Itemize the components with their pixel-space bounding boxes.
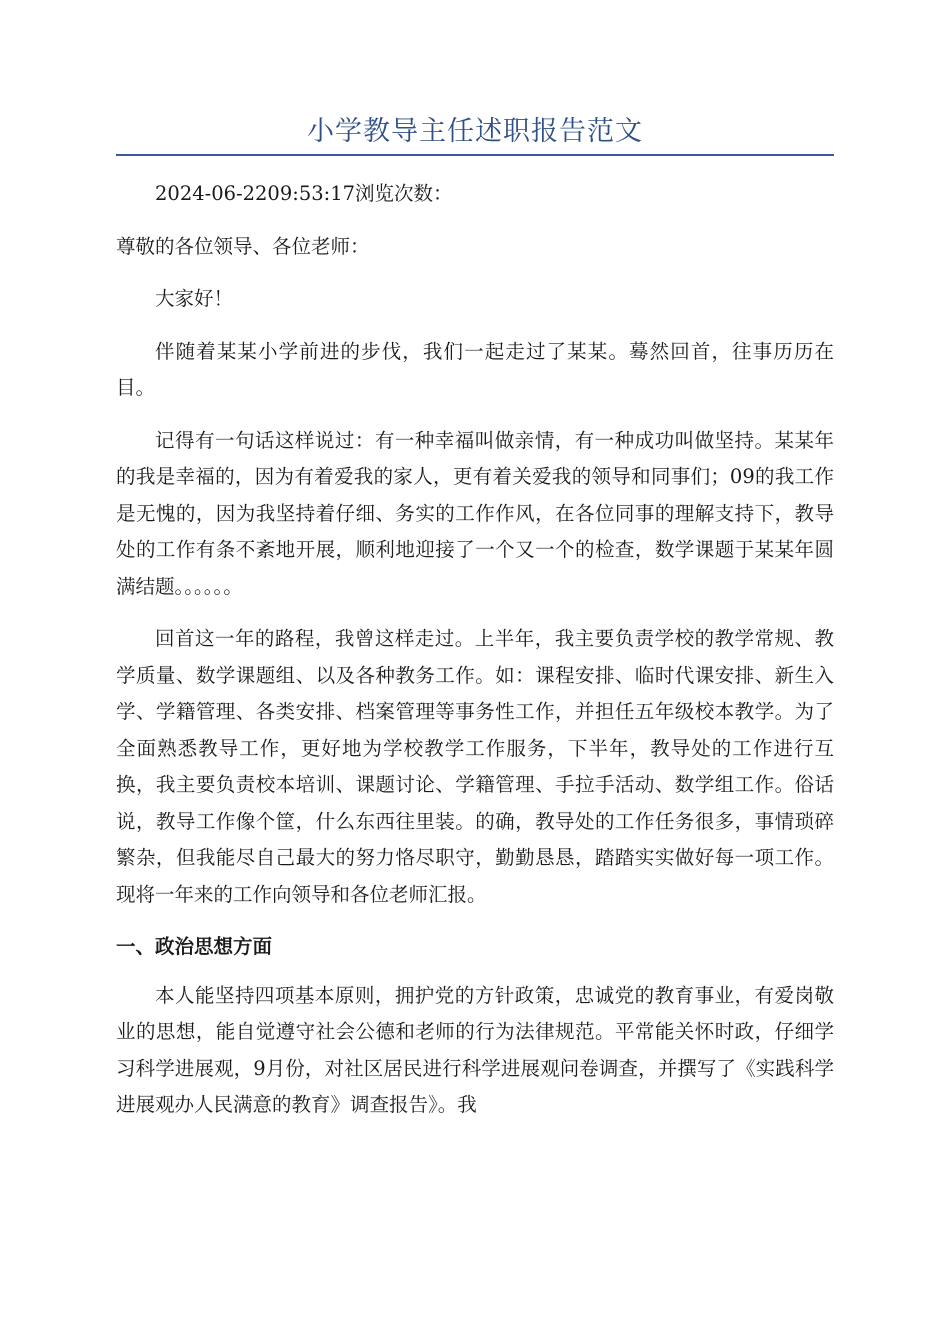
body-paragraph-1: 伴随着某某小学前进的步伐，我们一起走过了某某。蓦然回首，往事历历在目。 xyxy=(116,339,834,399)
section-heading-political: 一、政治思想方面 xyxy=(116,935,273,958)
document-title: 小学教导主任述职报告范文 xyxy=(116,112,834,156)
body-paragraph-3: 回首这一年的路程，我曾这样走过。上半年，我主要负责学校的教学常规、教学质量、数学课题组、以及各种教务工作。如：课程安排、临时代课安排、新生入学、学籍管理、各类安排、档案管理等事务性工作，并担任五年级校本教学。为了全面熟悉教导工作，更好地为学校教学工作服务，下半年，教导处的工作进行互换，我主要负责校本培训、课题讨论、学籍管理、手拉手活动、数学组工作。俗话说，教导工作像个筐，什么东西往里装。的确，教导处的工作任务很多，事情琐碎繁杂，但我能尽自己最大的努力恪尽职守，勤勤恳恳，踏踏实实做好每一项工作。现将一年来的工作向领导和各位老师汇报。 xyxy=(116,627,834,906)
body-paragraph-2: 记得有一句话这样说过：有一种幸福叫做亲情，有一种成功叫做坚持。某某年的我是幸福的，因为有着爱我的家人，更有着关爱我的领导和同事们；09的我工作是无愧的，因为我坚持着仔细、务实的工作作风，在各位同事的理解支持下，教导处的工作有条不紊地开展，顺利地迎接了一个又一个的检查，数学课题于某某年圆满结题。。。。。。 xyxy=(116,428,834,598)
publish-meta: 2024-06-2209:53:17浏览次数： xyxy=(155,182,453,205)
document-page xyxy=(116,112,834,1124)
greeting: 大家好！ xyxy=(155,287,234,310)
salutation: 尊敬的各位领导、各位老师： xyxy=(116,234,370,258)
section-paragraph-political: 本人能坚持四项基本原则，拥护党的方针政策，忠诚党的教育事业，有爱岗敬业的思想，能自觉遵守社会公德和老师的行为法律规范。平常能关怀时政，仔细学习科学进展观，9月份，对社区居民进行科学进展观问卷调查，并撰写了《实践科学进展观办人民满意的教育》调查报告》。我 xyxy=(116,983,834,1116)
